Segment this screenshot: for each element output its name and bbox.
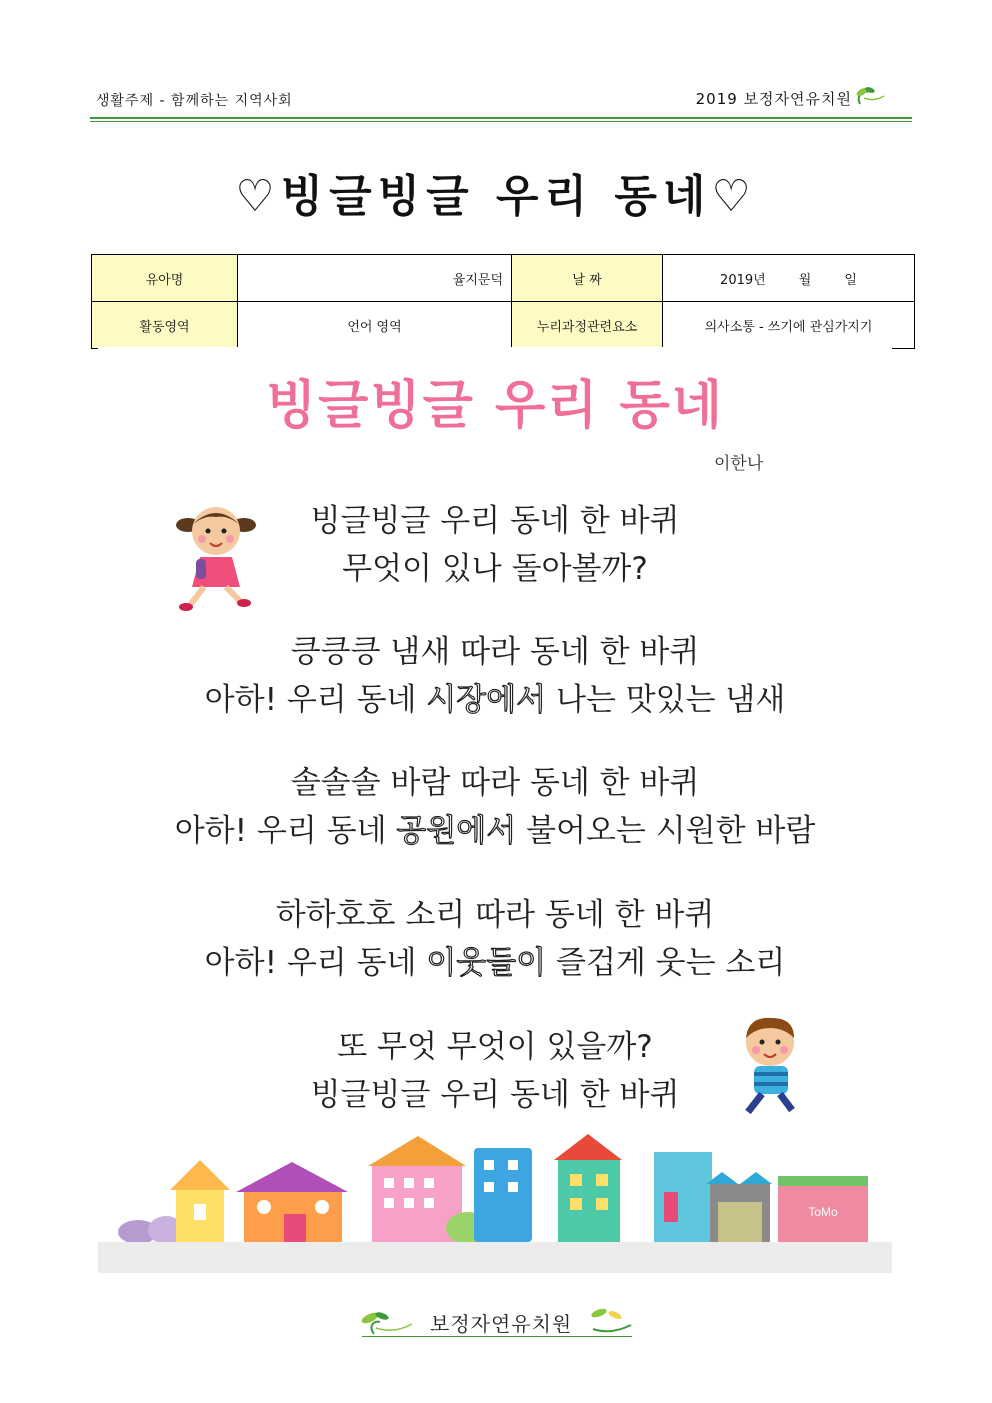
- activity-area-label: 활동영역: [92, 302, 238, 349]
- poem-line: [98, 807, 892, 855]
- nuri-element-value: 의사소통 - 쓰기에 관심가지기: [663, 302, 915, 349]
- poem-text: 아하! 우리 동네: [204, 682, 427, 718]
- header-divider-thin: [90, 121, 912, 122]
- child-name-field[interactable]: 율지문덕: [238, 255, 512, 302]
- sprout-logo-icon: [852, 84, 886, 108]
- date-label: 날 짜: [512, 255, 663, 302]
- neighborhood-houses-illustration: [118, 1132, 878, 1242]
- poem-card: [98, 347, 892, 1273]
- blank-word: 이웃들이: [426, 945, 547, 981]
- poem-text: 나는 맛있는 냄새: [546, 682, 786, 718]
- activity-area-value: 언어 영역: [238, 302, 512, 349]
- info-row: [92, 255, 915, 302]
- poem-stanza-2: [98, 628, 892, 724]
- poem-text: 즐겁게 웃는 소리: [546, 945, 786, 981]
- poem-author: 이한나: [714, 454, 764, 474]
- sprout-logo-icon: [356, 1308, 416, 1338]
- shop-sign: ToMo: [808, 1205, 838, 1219]
- poem-text: 아하! 우리 동네: [204, 945, 427, 981]
- poem-line: 킁킁킁 냄새 따라 동네 한 바퀴: [290, 634, 700, 670]
- poem-text: 아하! 우리 동네: [174, 813, 397, 849]
- nuri-element-label: 누리과정관련요소: [512, 302, 663, 349]
- footer-underline: [362, 1336, 632, 1337]
- info-row: [92, 302, 915, 349]
- poem-stanza-3: [98, 759, 892, 855]
- child-name-label: 유아명: [92, 255, 238, 302]
- poem-line: [98, 676, 892, 724]
- poem-stanza-5: [98, 1023, 892, 1119]
- sprout-decoration-icon: [585, 1305, 637, 1337]
- poem-line: 솔솔솔 바람 따라 동네 한 바퀴: [290, 765, 700, 801]
- blank-word: 시장에서: [426, 682, 547, 718]
- page-title: ♡빙글빙글 우리 동네♡: [235, 171, 757, 222]
- poem-line: 또 무엇 무엇이 있을까?: [337, 1029, 653, 1065]
- poem-card-footer-band: [98, 1242, 892, 1273]
- poem-line: [98, 939, 892, 987]
- poem-line: 빙글빙글 우리 동네 한 바퀴: [310, 1077, 680, 1113]
- poem-stanza-4: [98, 891, 892, 987]
- poem-line: 빙글빙글 우리 동네 한 바퀴: [310, 503, 680, 539]
- date-field[interactable]: 2019년 월 일: [663, 255, 915, 302]
- info-table: [91, 254, 915, 349]
- poem-line: 무엇이 있나 돌아볼까?: [342, 551, 648, 587]
- school-name-footer: 보정자연유치원: [430, 1312, 573, 1336]
- blank-word: 공원에서: [396, 813, 517, 849]
- poem-line: 하하호호 소리 따라 동네 한 바퀴: [275, 897, 715, 933]
- poem-stanza-1: [98, 497, 892, 593]
- subject-header: 생활주제 - 함께하는 지역사회: [96, 93, 293, 109]
- poem-text: 불어오는 시원한 바람: [516, 813, 816, 849]
- header-divider: [90, 117, 912, 119]
- poem-title: 빙글빙글 우리 동네: [265, 376, 725, 436]
- school-header: 2019 보정자연유치원: [695, 90, 852, 108]
